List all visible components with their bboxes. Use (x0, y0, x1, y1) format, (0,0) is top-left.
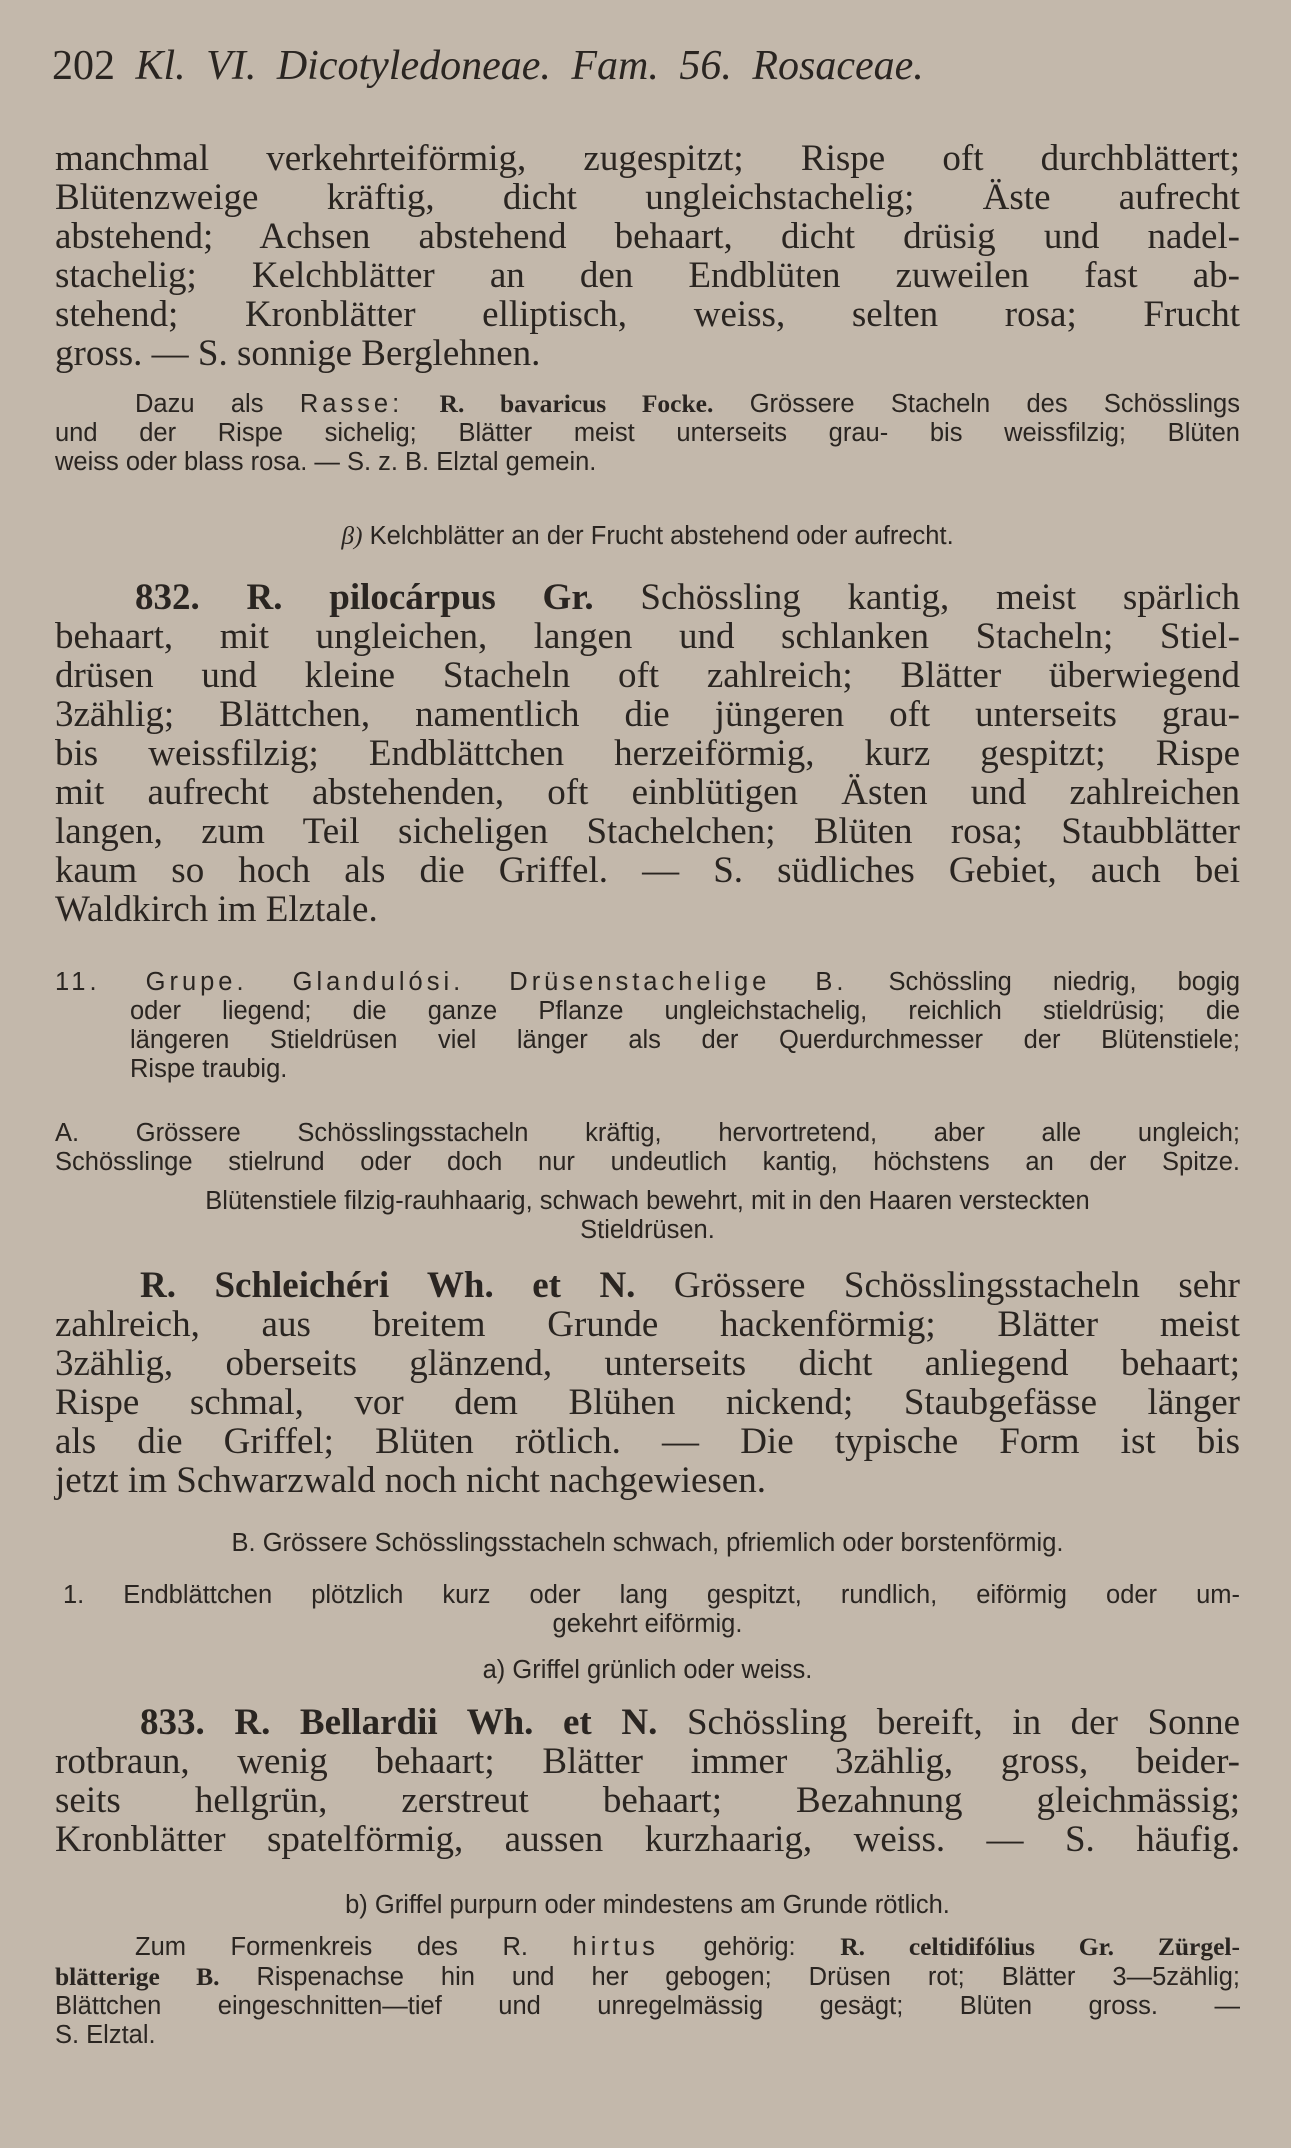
text-line: zahlreich, aus breitem Grunde hackenförmig; Blätter meist (55, 1304, 1240, 1345)
continued-description (55, 139, 1240, 373)
text-line: bis weissfilzig; Endblättchen herzeiförmig, kurz gespitzt; Rispe (55, 733, 1240, 774)
text-line: längeren Stieldrüsen viel länger als der Querdurchmesser der Blütenstiele; (130, 1026, 1240, 1054)
rasse-text: Grössere Stacheln des Schösslings (749, 390, 1240, 418)
running-header (52, 42, 924, 90)
text-line (55, 578, 1240, 617)
text-line: Kronblätter spatelförmig, aussen kurzhaarig, weiss. — S. häufig. (55, 1819, 1240, 1860)
text-line: jetzt im Schwarzwald noch nicht nachgewiesen. (55, 1460, 766, 1501)
note-name: R. celtidifólius Gr. Zürgel- (840, 1932, 1240, 1961)
text-line: gross. — S. sonnige Berglehnen. (55, 333, 541, 374)
text-line (55, 1962, 1240, 1992)
text-line: 3zählig; Blättchen, namentlich die jüngeren oft unterseits grau- (55, 694, 1240, 735)
text-line: B. Grössere Schösslingsstacheln schwach, pfriemlich oder borstenförmig. (231, 1529, 1064, 1557)
rasse-prefix: Dazu als (135, 390, 264, 418)
note-spaced: hirtus (572, 1933, 659, 1961)
species-name: R. Bellardii Wh. et N. (234, 1702, 658, 1743)
text-line: kaum so hoch als die Griffel. — S. südliches Gebiet, auch bei (55, 850, 1240, 891)
key-text: Kelchblätter an der Frucht abstehend oder aufrecht. (369, 522, 954, 550)
text-line: langen, zum Teil sicheligen Stachelchen; Blüten rosa; Staubblätter (55, 811, 1240, 852)
text-line: 1. Endblättchen plötzlich kurz oder lang gespitzt, rundlich, eiförmig oder um- (63, 1581, 1240, 1609)
species-text: Schössling kantig, meist spärlich (640, 577, 1241, 618)
text-line: Rispe traubig. (130, 1055, 288, 1083)
key-b (55, 1529, 1240, 1558)
text-line: 3zählig, oberseits glänzend, unterseits dicht anliegend behaart; (55, 1343, 1240, 1384)
species-832 (55, 578, 1240, 929)
text-line: oder liegend; die ganze Pflanze ungleichstachelig, reichlich stieldrüsig; die (130, 997, 1240, 1025)
rasse-name: R. bavaricus Focke. (439, 389, 714, 418)
text-line: gekehrt eiförmig. (552, 1610, 743, 1638)
header-class: Kl. VI. (135, 43, 257, 89)
species-text: Schössling bereift, in der Sonne (686, 1702, 1241, 1743)
text-line: rotbraun, wenig behaart; Blätter immer 3zählig, gross, beider- (55, 1741, 1240, 1782)
header-group: Dicotyledoneae. (276, 43, 551, 89)
note-prefix: Zum Formenkreis des R. (135, 1933, 528, 1961)
text-line: stachelig; Kelchblätter an den Endblüten zuweilen fast ab- (55, 255, 1240, 296)
text-line: behaart, mit ungleichen, langen und schlanken Stacheln; Stiel- (55, 616, 1240, 657)
note-text: gehörig: (703, 1933, 796, 1961)
species-text: Grössere Schösslingsstacheln sehr (673, 1265, 1241, 1306)
species-number: 832. (135, 577, 200, 618)
text-line: A. Grössere Schösslingsstacheln kräftig, hervortretend, aber alle ungleich; (55, 1119, 1240, 1147)
key-1 (55, 1581, 1240, 1639)
species-833 (55, 1703, 1240, 1859)
text-line: Blütenzweige kräftig, dicht ungleichstachelig; Äste aufrecht (55, 177, 1240, 218)
key-beta (55, 521, 1240, 551)
text-line: abstehend; Achsen abstehend behaart, dicht drüsig und nadel- (55, 216, 1240, 257)
text-line: Blättchen eingeschnitten—tief und unregelmässig gesägt; Blüten gross. — (55, 1992, 1240, 2020)
text-line (55, 389, 1240, 419)
note-text: Rispenachse hin und her gebogen; Drüsen rot; Blätter 3—5zählig; (256, 1963, 1240, 1991)
species-name: R. pilocárpus Gr. (246, 577, 594, 618)
text-line: b) Griffel purpurn oder mindestens am Grunde rötlich. (345, 1891, 950, 1919)
species-name: R. Schleichéri Wh. et N. (140, 1265, 636, 1306)
text-line: seits hellgrün, zerstreut behaart; Bezahnung gleichmässig; (55, 1780, 1240, 1821)
text-line (55, 1703, 1240, 1742)
group-text: Schössling niedrig, bogig (888, 968, 1240, 996)
text-line: stehend; Kronblätter elliptisch, weiss, selten rosa; Frucht (55, 294, 1240, 335)
formenkreis-note (55, 1932, 1240, 2050)
rasse-note (55, 389, 1240, 477)
text-line: und der Rispe sichelig; Blätter meist unterseits grau- bis weissfilzig; Blüten (55, 419, 1240, 447)
text-line (55, 521, 1240, 551)
rasse-label: Rasse: (299, 390, 404, 418)
key-a (55, 1119, 1240, 1177)
page-number: 202 (52, 43, 115, 89)
text-line: a) Griffel grünlich oder weiss. (482, 1656, 813, 1684)
key-1b (55, 1891, 1240, 1920)
text-line (55, 1932, 1240, 1962)
key-1a (55, 1656, 1240, 1685)
key-a-sub (55, 1187, 1240, 1245)
text-line: mit aufrecht abstehenden, oft einblütigen Ästen und zahlreichen (55, 772, 1240, 813)
text-line (55, 1266, 1240, 1305)
text-line (55, 968, 1240, 997)
note-name-cont: blätterige B. (55, 1962, 220, 1991)
text-line: Stieldrüsen. (580, 1216, 715, 1244)
text-line: weiss oder blass rosa. — S. z. B. Elztal gemein. (55, 448, 597, 476)
text-line: Waldkirch im Elztale. (55, 889, 378, 930)
group-label: 11. Grupe. Glandulósi. Drüsenstachelige B. (55, 968, 848, 996)
text-line: S. Elztal. (55, 2021, 156, 2049)
text-line: drüsen und kleine Stacheln oft zahlreich; Blätter überwiegend (55, 655, 1240, 696)
species-number: 833. (140, 1702, 205, 1743)
text-line: manchmal verkehrteiförmig, zugespitzt; Rispe oft durchblättert; (55, 138, 1240, 179)
header-family: Rosaceae. (752, 43, 924, 89)
text-line: Blütenstiele filzig-rauhhaarig, schwach bewehrt, mit in den Haaren versteckten (205, 1187, 1090, 1215)
species-schleicheri (55, 1266, 1240, 1500)
text-line: Rispe schmal, vor dem Blühen nickend; Staubgefässe länger (55, 1382, 1240, 1423)
group-11 (55, 968, 1240, 1084)
text-line: Schösslinge stielrund oder doch nur undeutlich kantig, höchstens an der Spitze. (55, 1148, 1240, 1176)
key-symbol: β) (341, 521, 363, 550)
text-line: als die Griffel; Blüten rötlich. — Die typische Form ist bis (55, 1421, 1240, 1462)
header-family-no: Fam. 56. (571, 43, 732, 89)
